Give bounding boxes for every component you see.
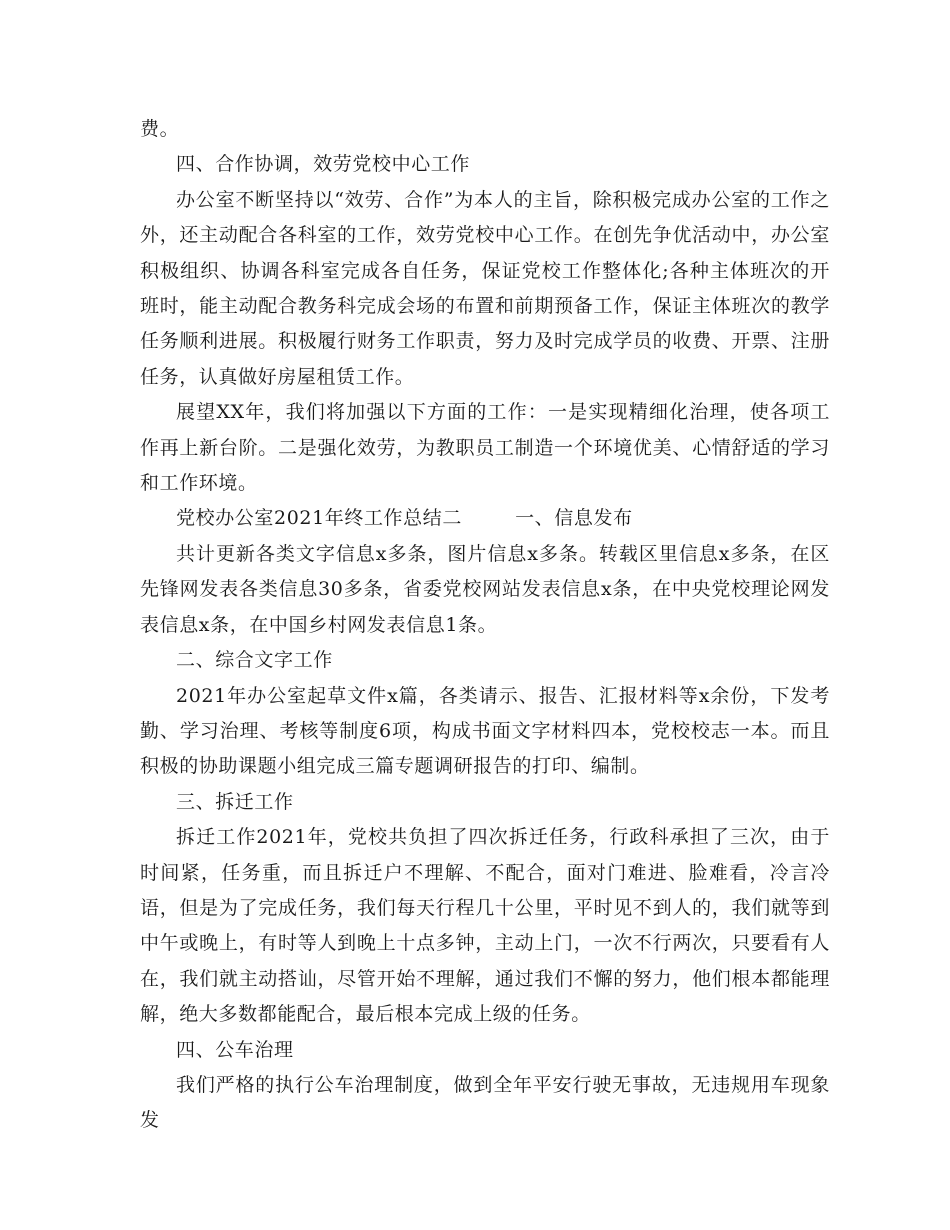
section-heading-cooperation: 四、合作协调，效劳党校中心工作	[176, 153, 471, 176]
document-page	[140, 112, 830, 1139]
paragraph-continuation: 费。	[140, 118, 180, 140]
paragraph-demolition-body: 拆迁工作2021年，党校共负担了四次拆迁任务，行政科承担了三次，由于时间紧，任务重，而且拆迁户不理解、不配合，面对门难进、脸难看，冷言冷语，但是为了完成任务，我们每天行程几十公里，平时见不到人的，我们就等到中午或晚上，有时等人到晚上十点多钟，主动上门，一次不行两次，只要看有人在，我们就主动搭讪，尽管开始不理解，通过我们不懈的努力，他们根本都能理解，绝大多数都能配合，最后根本完成上级的任务。	[140, 826, 830, 1026]
section-heading-writing: 二、综合文字工作	[176, 649, 333, 672]
section-heading-vehicles: 四、公车治理	[176, 1038, 294, 1061]
paragraph-cooperation-body: 办公室不断坚持以“效劳、合作”为本人的主旨，除积极完成办公室的工作之外，还主动配合各科室的工作，效劳党校中心工作。在创先争优活动中，办公室积极组织、协调各科室完成各自任务，保证党校工作整体化;各种主体班次的开班时，能主动配合教务科完成会场的布置和前期预备工作，保证主体班次的教学任务顺利进展。积极履行财务工作职责，努力及时完成学员的收费、开票、注册任务，认真做好房屋租赁工作。	[140, 188, 830, 388]
paragraph-vehicles-body: 我们严格的执行公车治理制度，做到全年平安行驶无事故，无违规用车现象发	[140, 1073, 830, 1132]
paragraph-writing-body: 2021年办公室起草文件x篇，各类请示、报告、汇报材料等x余份，下发考勤、学习治理、考核等制度6项，构成书面文字材料四本，党校校志一本。而且积极的协助课题小组完成三篇专题调研报告的打印、编制。	[140, 684, 830, 778]
section-heading-demolition: 三、拆迁工作	[176, 790, 294, 813]
paragraph-info-release: 共计更新各类文字信息x多条，图片信息x多条。转载区里信息x多条，在区先锋网发表各类信息30多条，省委党校网站发表信息x条，在中央党校理论网发表信息x条，在中国乡村网发表信息1条。	[140, 542, 830, 636]
section-title-summary-two: 党校办公室2021年终工作总结二 一、信息发布	[176, 507, 633, 530]
paragraph-outlook: 展望XX年，我们将加强以下方面的工作：一是实现精细化治理，使各项工作再上新台阶。二是强化效劳，为教职员工制造一个环境优美、心情舒适的学习和工作环境。	[140, 401, 830, 495]
